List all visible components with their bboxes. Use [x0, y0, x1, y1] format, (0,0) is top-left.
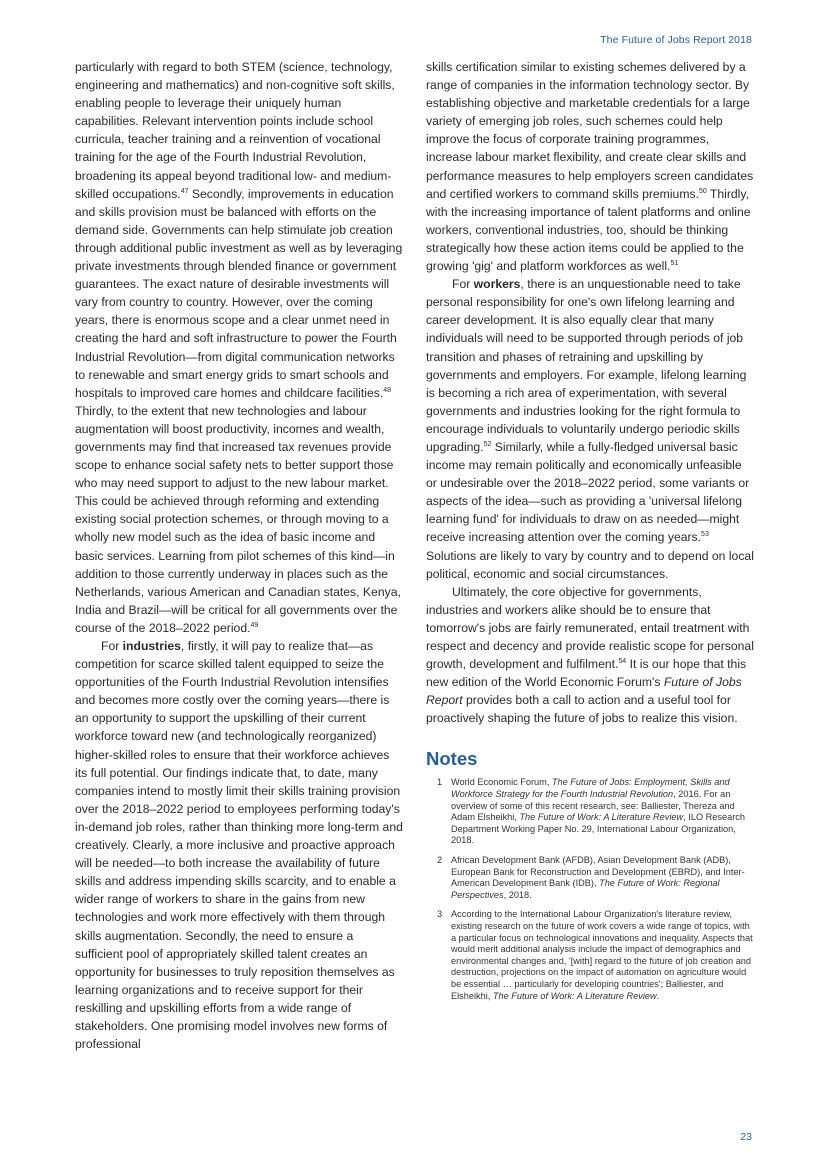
footnote-ref-51: 51 — [670, 260, 679, 268]
paragraph-conclusion: Ultimately, the core objective for governments, industries and workers alike should be to ensure that tomorrow's jobs are fairly remunerated, entail treatment with respect and decency and provide realistic scope for personal growth, development and fulfilment.$^{54}$ It is our hope that this new edition of the World Economic Forum's Future of Jobs Report provides both a call to action and a useful tool for proactively shaping the future of jobs to realize this vision. — [426, 584, 754, 726]
paragraph-certification: skills certification similar to existing schemes delivered by a range of companies in the information technology sector. By establishing objective and marketable credentials for a large variety of emerging job roles, such schemes could help improve the focus of corporate training programmes, increase labour market flexibility, and create clear skills and performance measures to help employers screen candidates and certified workers to command skills premiums.$^{50}$ Thirdly, with the increasing importance of talent platforms and online workers, conventional industries, too, should be thinking strategically how these action items could be applied to the growing 'gig' and platform workforces as well.$^{51}$ — [426, 60, 754, 274]
footnote-ref-49: 49 — [250, 621, 259, 629]
report-title: Future of Jobs Report — [426, 675, 742, 708]
paragraph-governments: particularly with regard to both STEM (science, technology, engineering and mathematics) and non-cognitive soft skills, enabling people to leverage their uniquely human capabilities. Relevant intervention points include school curricula, teacher training and a reinvention of vocational training for the age of the Fourth Industrial Revolution, broadening its appeal beyond traditional low- and medium-skilled occupations.$^{47}$ Secondly, improvements in education and skills provision must be balanced with efforts on the demand side. Governments can help stimulate job creation through additional public investment as well as by leveraging private investments through blended finance or government guarantees. The exact nature of desirable investments will vary from country to country. However, over the coming years, there is enormous scope and a clear unmet need in creating the hard and soft infrastructure to power the Fourth Industrial Revolution—from digital communication networks to renewable and smart energy grids to smart schools and hospitals to improved care homes and childcare facilities.$^{48}$ Thirdly, to the extent that new technologies and labour augmentation will boost productivity, incomes and wealth, governments may find that increased tax revenues provide scope to enhance social safety nets to better support those who may need support to adjust to the new labour market. This could be achieved through reforming and extending existing social protection schemes, or through moving to a wholly new model such as the idea of basic income and basic services. Learning from pilot schemes of this kind—in addition to those currently underway in places such as the Netherlands, various American and Canadian states, Kenya, India and Brazil—will be critical for all governments over the course of the 2018–2022 period.$^{49}$ — [75, 60, 403, 635]
footnote-ref-47: 47 — [180, 187, 189, 195]
footnote-ref-54: 54 — [618, 658, 627, 666]
footnote-ref-52: 52 — [483, 440, 492, 448]
note-text: African Development Bank (AFDB), Asian Development Bank (ADB), European Bank for Reconstruction and Development (EBRD), and Inter-American Development Bank (IDB), The Future of Work: Regional Perspectives, 2018. — [451, 855, 745, 900]
note-number: 1 — [437, 777, 443, 788]
note-item — [426, 855, 754, 901]
note-text: World Economic Forum, The Future of Jobs: Employment, Skills and Workforce Strategy for the Fourth Industrial Revolution, 2016. For an overview of some of this recent research, see: Balliester, Thereza and Adam Elsheikhi, The Future of Work: A Literature Review, ILO Research Department Working Paper No. 29, International Labour Organization, 2018. — [451, 777, 745, 846]
running-header: The Future of Jobs Report 2018 — [600, 34, 752, 46]
footnote-ref-48: 48 — [383, 386, 392, 394]
note-item — [426, 777, 754, 847]
notes-heading: Notes — [426, 748, 478, 770]
note-number: 2 — [437, 855, 443, 866]
note-item — [426, 909, 754, 1002]
workers-term: workers — [473, 277, 521, 292]
page-number: 23 — [740, 1131, 752, 1143]
paragraph-industries: For industries, firstly, it will pay to realize that—as competition for scarce skilled talent equipped to seize the opportunities of the Fourth Industrial Revolution intensifies and becomes more costly over the coming years—there is an opportunity to support the upskilling of their current workforce toward new (and technologically reorganized) higher-skilled roles to ensure that their workforce achieves its full potential. Our findings indicate that, to date, many companies intend to mostly limit their skills training provision over the 2018–2022 period to employees performing today's in-demand job roles, rather than thinking more long-term and creatively. Clearly, a more inclusive and proactive approach will be needed—to both increase the availability of future skills and address impending skills scarcity, and to enable a wider range of workers to share in the gains from new technologies and work more effectively with them through skills augmentation. Secondly, the need to ensure a sufficient pool of appropriately skilled talent creates an opportunity for businesses to truly reposition themselves as learning organizations and to receive support for their reskilling and upskilling efforts from a wide range of stakeholders. One promising model involves new forms of professional — [75, 639, 403, 1052]
footnote-ref-50: 50 — [698, 187, 707, 195]
footnote-ref-53: 53 — [701, 531, 709, 539]
paragraph-workers: For workers, there is an unquestionable need to take personal responsibility for one's own lifelong learning and career development. It is also equally clear that many individuals will need to be supported through periods of job transition and phases of retraining and upskilling by governments and employers. For example, lifelong learning is becoming a rich area of experimentation, with several governments and industries looking for the right formula to encourage individuals to voluntarily undergo periodic skills upgrading.$^{52}$ Similarly, while a fully-fledged universal basic income may remain politically and economically unfeasible or undesirable over the 2018–2022 period, some variants or aspects of the idea—such as providing a 'universal lifelong learning fund' for individuals to draw on as needed—might receive increasing attention over the coming years.$^{53}$ Solutions are likely to vary by country and to depend on local political, economic and social circumstances. — [426, 277, 754, 581]
left-column — [75, 58, 403, 1053]
industries-term: industries — [122, 639, 181, 653]
right-column — [426, 58, 754, 1010]
note-text: According to the International Labour Organization's literature review, existing research on the future of work covers a wide range of topics, with a particular focus on technological innovations and inequality. Aspects that would merit additional analysis include the impact of demographics and environmental changes and, '[with] regard to the future of job creation and destruction, projections on the impact of automation on agriculture would be essential … particularly for developing countries'; Balliester, and Elsheikhi, The Future of Work: A Literature Review. — [451, 909, 753, 1001]
note-number: 3 — [437, 909, 443, 920]
